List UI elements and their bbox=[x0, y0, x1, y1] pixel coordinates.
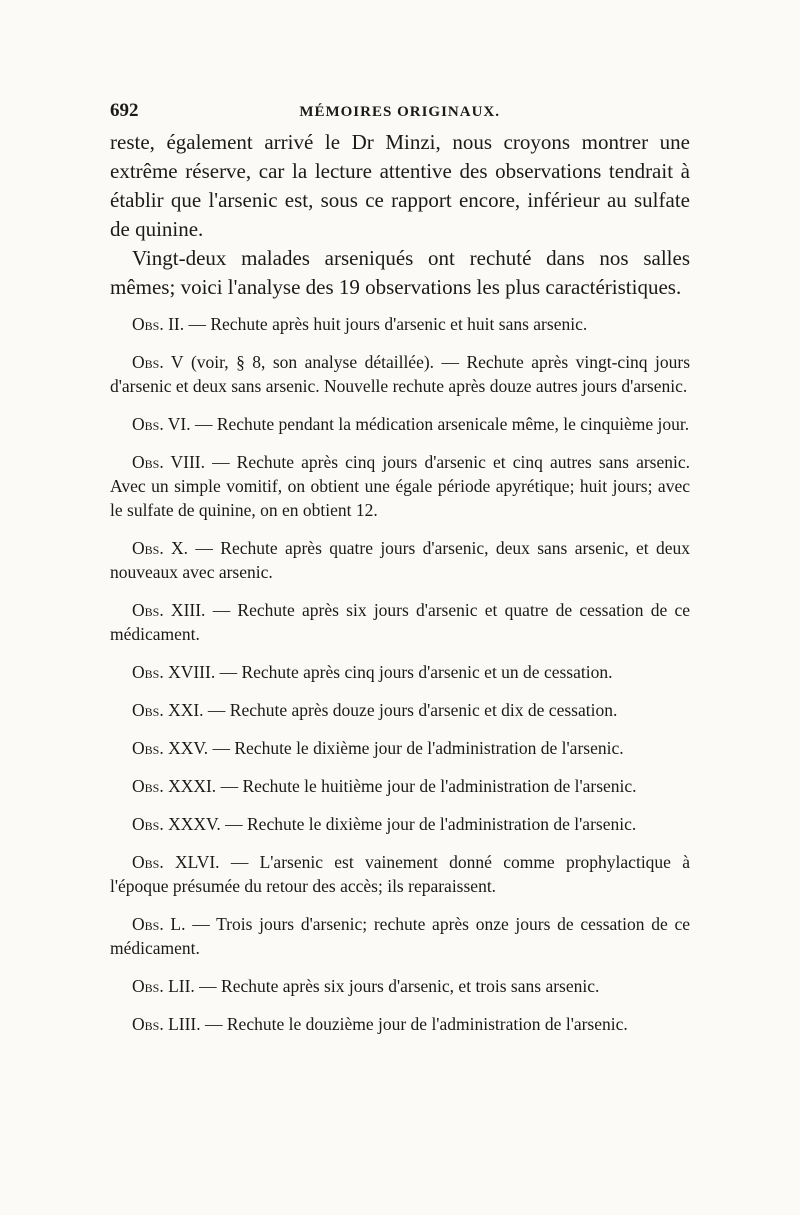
observation-item bbox=[110, 536, 690, 584]
observation-text: — Rechute après cinq jours d'arsenic et cinq autres sans arsenic. Avec un simple vomitif, on obtient une égale période apyrétique; huit jours; avec le sulfate de quinine, on en obtient 12. bbox=[110, 452, 691, 520]
observation-label: Obs. LIII. bbox=[132, 1014, 201, 1034]
page-header bbox=[110, 100, 690, 128]
observation-label: Obs. II. bbox=[132, 314, 185, 334]
observation-item bbox=[110, 350, 690, 398]
observation-text: — Rechute après huit jours d'arsenic et huit sans arsenic. bbox=[188, 314, 588, 334]
observation-label: Obs. L. bbox=[132, 914, 186, 934]
observation-item bbox=[110, 312, 690, 336]
observation-item bbox=[110, 698, 690, 722]
observation-text: — Trois jours d'arsenic; rechute après onze jours de cessation de ce médicament. bbox=[110, 914, 690, 958]
observation-text: — Rechute le huitième jour de l'administration de l'arsenic. bbox=[220, 776, 637, 796]
intro-paragraph-1: reste, également arrivé le Dr Minzi, nous croyons montrer une extrême réserve, car la lecture attentive des observations tendrait à établir que l'arsenic est, sous ce rapport encore, inférieur au sulfate de quinine. bbox=[110, 130, 690, 241]
page bbox=[110, 100, 690, 1050]
observation-label: Obs. VI. bbox=[132, 414, 191, 434]
observation-label: Obs. LII. bbox=[132, 976, 195, 996]
observation-list bbox=[110, 312, 690, 1036]
observation-item bbox=[110, 412, 690, 436]
observation-label: Obs. X. bbox=[132, 538, 189, 558]
observation-text: — Rechute après six jours d'arsenic et quatre de cessation de ce médicament. bbox=[110, 600, 691, 644]
observation-item bbox=[110, 850, 690, 898]
observation-item bbox=[110, 660, 690, 684]
observation-label: Obs. XXXI. bbox=[132, 776, 217, 796]
observation-item bbox=[110, 812, 690, 836]
running-title: MÉMOIRES ORIGINAUX. bbox=[299, 104, 500, 120]
observation-label: Obs. XXI. bbox=[132, 700, 204, 720]
observation-item bbox=[110, 736, 690, 760]
observation-text: — Rechute le douzième jour de l'administration de l'arsenic. bbox=[205, 1014, 628, 1034]
observation-label: Obs. V bbox=[132, 352, 184, 372]
observation-item bbox=[110, 598, 690, 646]
observation-label: Obs. XLVI. bbox=[132, 852, 220, 872]
intro-paragraph-2: Vingt-deux malades arseniqués ont rechuté dans nos salles mêmes; voici l'analyse des 19 observations les plus caractéristiques. bbox=[110, 246, 690, 299]
observation-item bbox=[110, 974, 690, 998]
observation-text: — Rechute le dixième jour de l'administration de l'arsenic. bbox=[212, 738, 624, 758]
observation-text: — Rechute pendant la médication arsenicale même, le cinquième jour. bbox=[194, 414, 690, 434]
observation-text: — Rechute après cinq jours d'arsenic et un de cessation. bbox=[219, 662, 613, 682]
observation-text: — Rechute après douze jours d'arsenic et dix de cessation. bbox=[207, 700, 618, 720]
observation-text: — Rechute le dixième jour de l'administration de l'arsenic. bbox=[225, 814, 637, 834]
observation-label: Obs. XXXV. bbox=[132, 814, 221, 834]
observation-label: Obs. XXV. bbox=[132, 738, 209, 758]
observation-text: (voir, § 8, son analyse détaillée). — Rechute après vingt-cinq jours d'arsenic et deux sans arsenic. Nouvelle rechute après douze autres jours d'arsenic. bbox=[110, 352, 691, 396]
observation-item bbox=[110, 774, 690, 798]
page-number: 692 bbox=[110, 100, 139, 121]
observation-label: Obs. XVIII. bbox=[132, 662, 216, 682]
observation-label: Obs. VIII. bbox=[132, 452, 205, 472]
observation-text: — Rechute après quatre jours d'arsenic, deux sans arsenic, et deux nouveaux avec arsenic. bbox=[110, 538, 690, 582]
observation-item bbox=[110, 912, 690, 960]
observation-text: — L'arsenic est vainement donné comme prophylactique à l'époque présumée du retour des accès; ils reparaissent. bbox=[110, 852, 690, 896]
observation-item bbox=[110, 450, 690, 522]
observation-text: — Rechute après six jours d'arsenic, et trois sans arsenic. bbox=[199, 976, 600, 996]
observation-item bbox=[110, 1012, 690, 1036]
observation-label: Obs. XIII. bbox=[132, 600, 206, 620]
